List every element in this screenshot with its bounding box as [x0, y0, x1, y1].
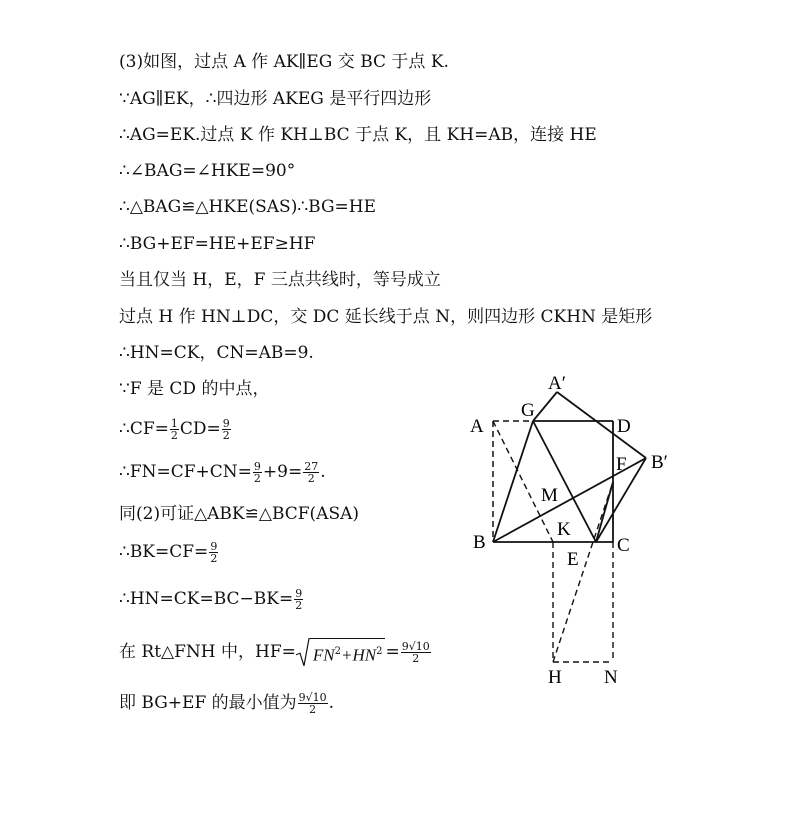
exponent: 2 — [376, 646, 383, 657]
text-line-9: ∴HN=CK，CN=AB=9. — [119, 343, 314, 363]
fraction-denominator: 2 — [412, 651, 420, 665]
line-11-prefix: ∴CF= — [119, 419, 169, 439]
square-root — [296, 638, 386, 667]
line-16-prefix: 在 Rt△FNH 中，HF= — [119, 641, 296, 662]
text-line-1: (3)如图，过点 A 作 AK∥EG 交 BC 于点 K. — [119, 52, 449, 72]
text-line-13: 同(2)可证△ABK≌△BCF(ASA) — [119, 504, 360, 524]
fraction-numerator: 9√10 — [401, 639, 430, 653]
geometry-figure — [462, 368, 692, 698]
line-17-end: . — [328, 693, 335, 713]
label-m: M — [541, 485, 558, 506]
label-n: N — [604, 667, 618, 688]
fraction-twentyseven-halves — [303, 461, 319, 484]
text-line-12 — [119, 461, 326, 484]
dashed-segment-hf — [553, 482, 613, 662]
label-c: C — [617, 535, 630, 556]
text-line-8: 过点 H 作 HN⊥DC，交 DC 延长线于点 N，则四边形 CKHN 是矩形 — [119, 307, 653, 327]
text-line-5: ∴△BAG≌△HKE(SAS)∴BG=HE — [119, 197, 377, 217]
fraction-nine-halves — [253, 461, 262, 484]
fraction-denominator: 2 — [309, 703, 317, 716]
text-line-6: ∴BG+EF=HE+EF≥HF — [119, 234, 316, 254]
line-17-prefix: 即 BG+EF 的最小值为 — [119, 693, 297, 713]
fraction-one-half — [170, 418, 179, 441]
line-16-equals: = — [385, 641, 400, 662]
text-line-14 — [119, 541, 219, 564]
radicand-fn: FN — [312, 645, 335, 665]
text-line-4: ∴∠BAG=∠HKE=90° — [119, 161, 296, 181]
fraction-denominator: 2 — [307, 472, 315, 485]
segment-ga-prime — [533, 392, 557, 421]
label-a: A — [470, 416, 484, 437]
label-e: E — [567, 549, 579, 570]
text-line-2: ∵AG∥EK，∴四边形 AKEG 是平行四边形 — [119, 89, 432, 109]
text-line-10: ∵F 是 CD 的中点， — [119, 379, 270, 399]
line-14-prefix: ∴BK=CF= — [119, 542, 209, 562]
fraction-denominator: 2 — [253, 472, 261, 485]
fraction-nine-halves — [294, 588, 303, 611]
segment-a-prime-b-prime — [557, 392, 646, 458]
fraction-denominator: 2 — [170, 429, 178, 442]
fraction-denominator: 2 — [222, 429, 230, 442]
fraction-nine-root-ten-halves — [401, 641, 431, 664]
label-h: H — [548, 667, 562, 688]
text-line-17 — [119, 692, 334, 715]
fraction-denominator: 2 — [295, 599, 303, 612]
text-line-7: 当且仅当 H，E，F 三点共线时，等号成立 — [119, 270, 441, 290]
dashed-segment-ak — [493, 421, 553, 542]
label-k: K — [557, 519, 571, 540]
line-12-end: . — [320, 462, 326, 482]
fraction-numerator: 9 — [210, 540, 218, 553]
text-line-16 — [119, 638, 432, 667]
line-11-middle: CD= — [179, 419, 221, 439]
radical-sign-icon — [296, 638, 310, 667]
line-15-prefix: ∴HN=CK=BC−BK= — [119, 589, 294, 609]
text-line-15 — [119, 588, 304, 611]
fraction-numerator: 9 — [222, 417, 230, 430]
fraction-numerator: 9 — [295, 587, 303, 600]
fraction-numerator: 9√10 — [298, 691, 327, 704]
fraction-numerator: 9 — [253, 460, 261, 473]
label-a-prime: A′ — [548, 373, 566, 394]
fraction-numerator: 27 — [304, 460, 319, 473]
label-b-prime: B′ — [651, 452, 668, 473]
label-b: B — [473, 532, 486, 553]
fraction-nine-halves — [209, 541, 218, 564]
fraction-denominator: 2 — [210, 552, 218, 565]
fraction-numerator: 1 — [170, 417, 178, 430]
label-d: D — [617, 416, 631, 437]
radicand-hn: +HN — [340, 645, 377, 665]
text-line-3: ∴AG=EK.过点 K 作 KH⊥BC 于点 K，且 KH=AB，连接 HE — [119, 125, 597, 145]
text-line-11 — [119, 418, 232, 441]
line-12-middle: +9= — [262, 462, 303, 482]
label-f: F — [616, 454, 627, 475]
fraction-nine-root-ten-halves — [298, 692, 328, 715]
label-g: G — [521, 400, 535, 421]
fraction-nine-halves — [222, 418, 231, 441]
line-12-prefix: ∴FN=CF+CN= — [119, 462, 252, 482]
exponent: 2 — [334, 646, 341, 657]
